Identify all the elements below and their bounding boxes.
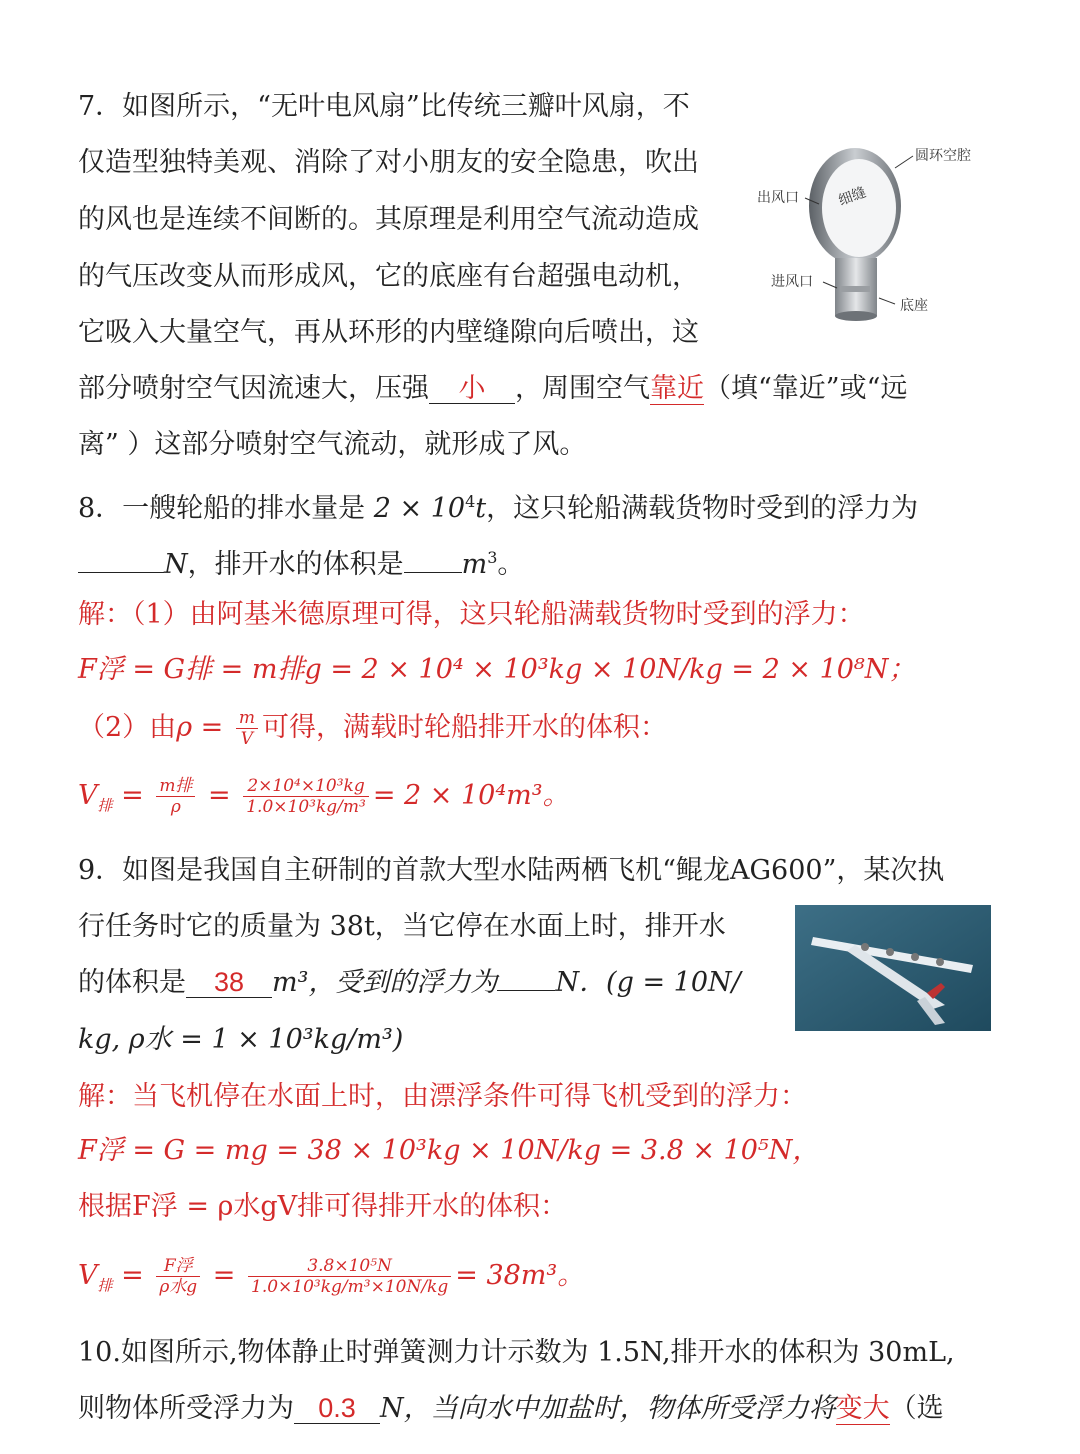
q8-text: 可得，满载时轮船排开水的体积： <box>261 712 667 743</box>
q7-answer-2: 靠近 <box>650 373 704 404</box>
q8-blank-2 <box>404 572 462 573</box>
q8-exp: 4 <box>465 492 476 511</box>
q7-line-7: 离” ）这部分喷射空气流动，就形成了风。 <box>78 429 587 460</box>
q8-text: 。 <box>497 549 525 580</box>
q9-text: m³，受到的浮力为 <box>272 967 498 998</box>
q10-text: 则物体所受浮力为 <box>78 1393 294 1424</box>
q8-exp: 3 <box>487 548 498 567</box>
q9-solution-4: $V_排$ = $\frac{\text{F浮}}{\text{ρ水g}}$ = $\frac{\text{3.8×10⁵N}}{\text{1.0×10³kg/m³×10N/kg}}$ = 38m³。 <box>78 1256 585 1297</box>
q8-text: ，排开水的体积是 <box>187 549 404 580</box>
q9-text: N．(g = 10N/ <box>555 967 741 998</box>
q10-text: （选 <box>889 1393 944 1424</box>
q9-blank-2 <box>497 990 555 991</box>
q8-fraction-2: $\frac{\text{2×10⁴×10³kg}}{\text{1.0×10³kg/m³}}$ <box>243 776 369 817</box>
q9-result: = 38m³。 <box>455 1260 585 1291</box>
seaplane-photo <box>795 905 991 1031</box>
q8-text: 8．一艘轮船的排水量是 <box>78 493 374 524</box>
density-formula: ρ = <box>176 712 232 743</box>
q7-blank-1 <box>429 374 515 404</box>
q8-unit: N <box>164 549 188 580</box>
q7-text: ，周围空气 <box>515 373 650 404</box>
q8-solution-2: F浮 = G排 = m排g = 2 × 10⁴ × 10³kg × 10N/kg = 2 × 10⁸N； <box>78 654 916 685</box>
q7-line-1: 7．如图所示，“无叶电风扇”比传统三瓣叶风扇，不 <box>78 91 690 122</box>
q9-answer-1: 38 <box>213 967 245 997</box>
q8-blank-1 <box>78 572 164 573</box>
q9-fraction-1: $\frac{\text{F浮}}{\text{ρ水g}}$ <box>156 1256 200 1297</box>
q8-result: = 2 × 10⁴m³。 <box>372 780 570 811</box>
q9-fraction-2: $\frac{\text{3.8×10⁵N}}{\text{1.0×10³kg/m³×10N/kg}}$ <box>248 1256 451 1297</box>
q9-solution-2: F浮 = G = mg = 38 × 10³kg × 10N/kg = 3.8 × 10⁵N， <box>78 1135 820 1166</box>
fig-label-inlet: 进风口 <box>771 274 813 290</box>
q9-line-3 <box>78 966 741 1000</box>
q7-line-2: 仅造型独特美观、消除了对小朋友的安全隐患，吹出 <box>78 147 699 178</box>
q10-answer-2: 变大 <box>835 1393 890 1424</box>
fig-label-base: 底座 <box>900 298 928 314</box>
bladeless-fan-figure <box>745 138 995 338</box>
q9-line-1: 9．如图是我国自主研制的首款大型水陆两栖飞机“鲲龙AG600”，某次执 <box>78 855 945 886</box>
fig-label-ring: 圆环空腔 <box>915 148 971 164</box>
q8-solution-4: $V_排$ = $\frac{\text{m排}}{\rho}$ = $\frac{\text{2×10⁴×10³kg}}{\text{1.0×10³kg/m³}}$ = 2 × 10⁴m³。 <box>78 776 570 817</box>
q10-line-1: 10.如图所示,物体静止时弹簧测力计示数为 1.5N,排开水的体积为 30mL, <box>78 1337 955 1368</box>
q8-line-1 <box>78 485 918 526</box>
q9-line-2: 行任务时它的质量为 38t，当它停在水面上时，排开水 <box>78 911 726 942</box>
q9-text: 的体积是 <box>78 967 186 998</box>
q7-text: （填“靠近”或“远 <box>704 373 908 404</box>
q9-solution-1: 解：当飞机停在水面上时，由漂浮条件可得飞机受到的浮力： <box>78 1081 807 1112</box>
fig-label-slit: 细缝 <box>836 184 869 210</box>
q10-text: N，当向水中加盐时，物体所受浮力将 <box>380 1393 836 1424</box>
volume-symbol: $V_排$ = <box>78 780 153 815</box>
q9-line-4: kg, ρ水 = 1 × 10³kg/m³) <box>78 1024 404 1055</box>
q8-line-2 <box>78 541 524 582</box>
q10-blank-1 <box>294 1394 380 1424</box>
q8-solution-1: 解：（1）由阿基米德原理可得，这只轮船满载货物时受到的浮力： <box>78 599 865 630</box>
q8-unit: t <box>475 493 487 524</box>
fig-label-outlet: 出风口 <box>757 190 799 206</box>
q8-text: ，这只轮船满载货物时受到的浮力为 <box>486 493 919 524</box>
q7-line-4: 的气压改变从而形成风，它的底座有台超强电动机， <box>78 261 699 292</box>
q8-text: （2）由 <box>78 712 177 743</box>
q8-solution-3 <box>78 708 667 749</box>
q8-math: 2 × 10 <box>373 493 466 524</box>
volume-symbol: $V_排$ = <box>78 1260 153 1295</box>
q8-unit: m <box>461 549 488 580</box>
q7-answer-1: 小 <box>458 373 486 403</box>
q9-blank-1 <box>186 968 272 998</box>
q7-text: 部分喷射空气因流速大，压强 <box>78 373 429 404</box>
q7-line-6 <box>78 372 907 406</box>
q8-fraction-1: $\frac{\text{m排}}{\rho}$ <box>156 776 195 817</box>
q7-line-5: 它吸入大量空气，再从环形的内壁缝隙向后喷出，这 <box>78 317 699 348</box>
q9-solution-3: 根据F浮 = ρ水gV排可得排开水的体积： <box>78 1191 568 1222</box>
q7-line-3: 的风也是连续不间断的。其原理是利用空气流动造成 <box>78 204 699 235</box>
q10-line-2 <box>78 1392 944 1426</box>
q10-answer-1: 0.3 <box>318 1393 356 1423</box>
density-fraction: $\frac{m}{V}$ <box>236 708 258 749</box>
